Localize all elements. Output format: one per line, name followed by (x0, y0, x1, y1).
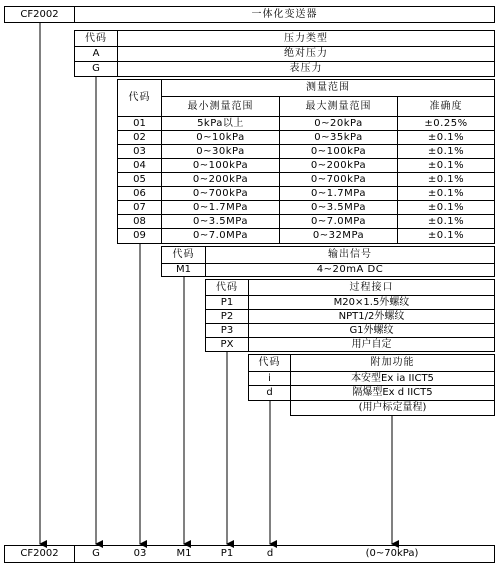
range-code: 06 (117, 186, 162, 201)
range-code: 03 (117, 144, 162, 159)
range-max: 0~32MPa (279, 228, 398, 244)
conn-code: P3 (205, 323, 249, 338)
range-max: 0~20kPa (279, 116, 398, 131)
example-func: d (266, 548, 274, 559)
example-range: 03 (133, 548, 147, 559)
pressure-type-desc: 绝对压力 (117, 46, 495, 62)
func-code: i (248, 371, 291, 386)
example-type: G (92, 548, 100, 559)
custom-range-note: (用户标定量程) (290, 400, 495, 416)
model-cell: CF2002 (4, 6, 75, 23)
output-code: M1 (161, 263, 206, 277)
range-min: 0~200kPa (161, 172, 280, 187)
func-desc: 隔爆型Ex d IICT5 (290, 385, 495, 401)
range-min: 0~100kPa (161, 158, 280, 173)
range-col-min-header: 最小测量范围 (161, 96, 280, 117)
range-min: 0~7.0MPa (161, 228, 280, 244)
output-desc: 4~20mA DC (205, 263, 495, 277)
range-code: 05 (117, 172, 162, 187)
range-code: 09 (117, 228, 162, 244)
conn-header: 过程接口 (248, 279, 495, 296)
range-code: 04 (117, 158, 162, 173)
range-acc: ±0.1% (397, 130, 495, 145)
pressure-type-desc: 表压力 (117, 61, 495, 77)
conn-desc: NPT1/2外螺纹 (248, 309, 495, 324)
range-min: 0~700kPa (161, 186, 280, 201)
range-header: 测量范围 (161, 79, 495, 97)
conn-code: PX (205, 337, 249, 352)
range-max: 0~7.0MPa (279, 214, 398, 229)
example-output: M1 (176, 548, 192, 559)
range-acc: ±0.1% (397, 158, 495, 173)
range-acc: ±0.25% (397, 116, 495, 131)
example-conn: P1 (220, 548, 234, 559)
range-col-acc-header: 准确度 (397, 96, 495, 117)
range-acc: ±0.1% (397, 172, 495, 187)
range-acc: ±0.1% (397, 144, 495, 159)
range-acc: ±0.1% (397, 186, 495, 201)
range-col-max-header: 最大测量范围 (279, 96, 398, 117)
pressure-type-code-header: 代码 (74, 30, 118, 47)
range-max: 0~700kPa (279, 172, 398, 187)
conn-code: P2 (205, 309, 249, 324)
conn-code-header: 代码 (205, 279, 249, 296)
func-desc: 本安型Ex ia IICT5 (290, 371, 495, 386)
conn-desc: 用户自定 (248, 337, 495, 352)
conn-desc: M20×1.5外螺纹 (248, 295, 495, 310)
range-acc: ±0.1% (397, 214, 495, 229)
func-code: d (248, 385, 291, 401)
pressure-type-code: G (74, 61, 118, 77)
range-max: 0~3.5MPa (279, 200, 398, 215)
range-min: 0~30kPa (161, 144, 280, 159)
conn-desc: G1外螺纹 (248, 323, 495, 338)
range-acc: ±0.1% (397, 228, 495, 244)
product-name-cell: 一体化变送器 (74, 6, 495, 23)
range-min: 0~3.5MPa (161, 214, 280, 229)
range-min: 5kPa以上 (161, 116, 280, 131)
output-code-header: 代码 (161, 246, 206, 264)
conn-code: P1 (205, 295, 249, 310)
range-max: 0~200kPa (279, 158, 398, 173)
func-header: 附加功能 (290, 354, 495, 372)
range-max: 0~100kPa (279, 144, 398, 159)
range-code: 07 (117, 200, 162, 215)
range-acc: ±0.1% (397, 200, 495, 215)
range-code: 08 (117, 214, 162, 229)
pressure-type-header: 压力类型 (117, 30, 495, 47)
example-custom: (0~70kPa) (365, 548, 419, 559)
range-max: 0~1.7MPa (279, 186, 398, 201)
range-code-header: 代码 (117, 79, 162, 117)
range-max: 0~35kPa (279, 130, 398, 145)
range-min: 0~10kPa (161, 130, 280, 145)
example-model: CF2002 (4, 545, 75, 563)
output-header: 输出信号 (205, 246, 495, 264)
range-code: 01 (117, 116, 162, 131)
range-code: 02 (117, 130, 162, 145)
func-code-header: 代码 (248, 354, 291, 372)
range-min: 0~1.7MPa (161, 200, 280, 215)
pressure-type-code: A (74, 46, 118, 62)
